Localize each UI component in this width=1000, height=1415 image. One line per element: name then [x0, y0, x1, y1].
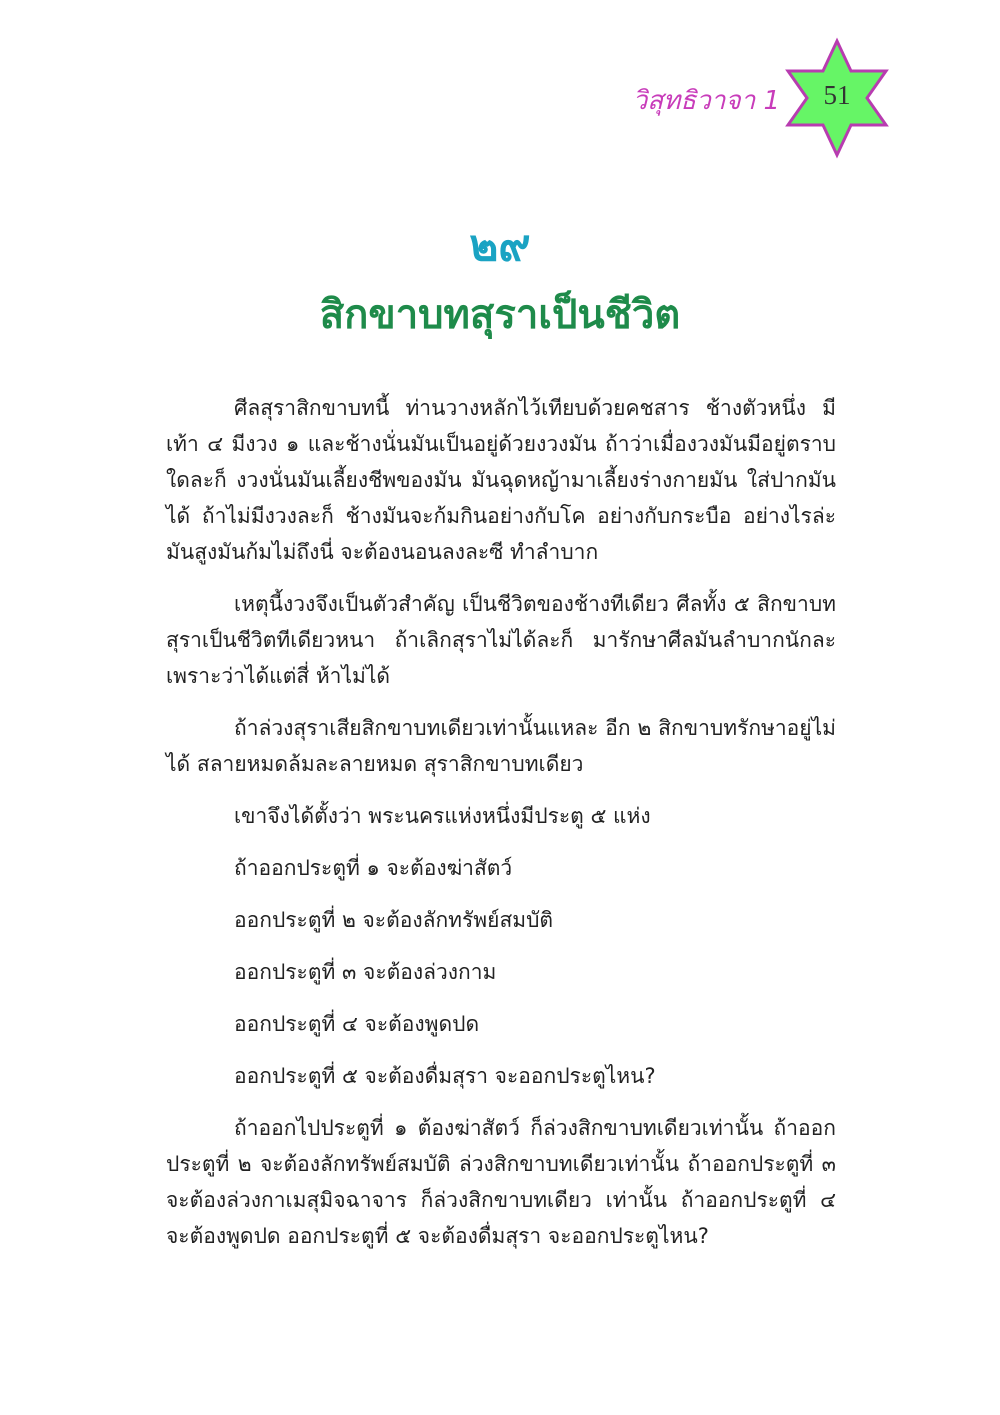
paragraph: ถ้าออกไปประตูที่ ๑ ต้องฆ่าสัตว์ ก็ล่วงสิกขาบทเดียวเท่านั้น ถ้าออกประตูที่ ๒ จะต้องลักทรัพย์สมบัติ ล่วงสิกขาบทเดียวเท่านั้น ถ้าออกประตูที่ ๓ จะต้องล่วงกาเมสุมิจฉาจาร ก็ล่วงสิกขาบทเดียว เท่านั้น ถ้าออกประตูที่ ๔ จะต้องพูดปด ออกประตูที่ ๕ จะต้องดื่มสุรา จะออกประตูไหน? [166, 1116, 836, 1248]
paragraph: เหตุนี้งวงจึงเป็นตัวสำคัญ เป็นชีวิตของช้างทีเดียว ศีลทั้ง ๕ สิกขาบท สุราเป็นชีวิตทีเดียวหนา ถ้าเลิกสุราไม่ได้ละก็ มารักษาศีลมันลำบากนักละ เพราะว่าได้แต่สี่ ห้าไม่ได้ [166, 592, 836, 688]
paragraph: เขาจึงได้ตั้งว่า พระนครแห่งหนึ่งมีประตู ๕ แห่ง [234, 804, 651, 828]
paragraph: ศีลสุราสิกขาบทนี้ ท่านวางหลักไว้เทียบด้วยคชสาร ช้างตัวหนึ่ง มีเท้า ๔ มีงวง ๑ และช้างนั่นมันเป็นอยู่ด้วยงวงมัน ถ้าว่าเมื่องวงมันมีอยู่ตราบใดละก็ งวงนั่นมันเลี้ยงชีพของมัน มันฉุดหญ้ามาเลี้ยงร่างกายมัน ใส่ปากมันได้ ถ้าไม่มีงวงละก็ ช้างมันจะก้มกินอย่างกับโค อย่างกับกระบือ อย่างไรล่ะ มันสูงมันก้มไม่ถึงนี่ จะต้องนอนลงละซี ทำลำบาก [166, 396, 836, 564]
body-text [166, 390, 836, 1270]
paragraph: ออกประตูที่ ๕ จะต้องดื่มสุรา จะออกประตูไหน? [234, 1064, 656, 1088]
paragraph: ออกประตูที่ ๔ จะต้องพูดปด [234, 1012, 480, 1036]
paragraph: ถ้าล่วงสุราเสียสิกขาบทเดียวเท่านั้นแหละ อีก ๒ สิกขาบทรักษาอยู่ไม่ได้ สลายหมดล้มละลายหมด สุราสิกขาบทเดียว [166, 716, 836, 776]
chapter-number: ๒๙ [469, 220, 531, 271]
paragraph: ออกประตูที่ ๒ จะต้องลักทรัพย์สมบัติ [234, 908, 554, 932]
page-number: 51 [823, 80, 851, 110]
paragraph: ออกประตูที่ ๓ จะต้องล่วงกาม [234, 960, 497, 984]
chapter-title: สิกขาบทสุราเป็นชีวิต [319, 292, 681, 338]
book-title: วิสุทธิวาจา 1 [632, 86, 780, 116]
paragraph: ถ้าออกประตูที่ ๑ จะต้องฆ่าสัตว์ [234, 856, 513, 880]
